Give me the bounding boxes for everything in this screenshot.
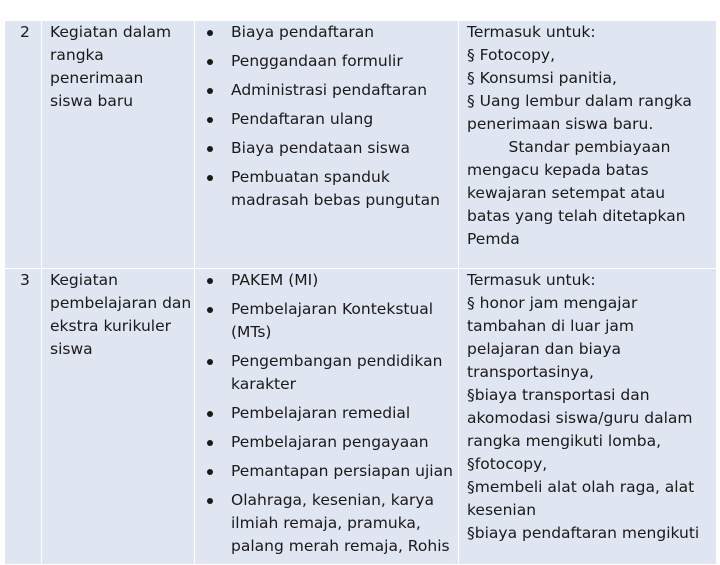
kegiatan-line: siswa xyxy=(50,340,93,358)
bullet-icon xyxy=(207,278,213,284)
keterangan-line: mengacu kepada batas xyxy=(467,161,649,179)
rincian-line: Biaya pendataan siswa xyxy=(231,139,411,157)
keterangan-line: §fotocopy, xyxy=(467,455,548,473)
table-row xyxy=(5,269,717,565)
keterangan-line: batas yang telah ditetapkan xyxy=(467,207,686,225)
rincian-item xyxy=(195,489,458,558)
kegiatan-cell xyxy=(42,269,195,565)
keterangan-line: kewajaran setempat atau xyxy=(467,184,666,202)
bullet-icon xyxy=(207,59,213,65)
row-number-text: 3 xyxy=(20,271,30,289)
rincian-line: Pengembangan pendidikan xyxy=(231,352,443,370)
keterangan-line: rangka mengikuti lomba, xyxy=(467,432,662,450)
keterangan-line: Standar pembiayaan xyxy=(508,138,671,156)
rincian-line: Pembuatan spanduk xyxy=(231,168,390,186)
keterangan-line: §biaya pendaftaran mengikuti xyxy=(467,524,700,542)
rincian-item xyxy=(195,50,458,73)
rincian-line: Biaya pendaftaran xyxy=(231,23,375,41)
keterangan-line: Termasuk untuk: xyxy=(467,23,596,41)
rincian-cell xyxy=(195,21,459,269)
rincian-line: PAKEM (MI) xyxy=(231,271,319,289)
keterangan-line: pelajaran dan biaya xyxy=(467,340,622,358)
rincian-line: karakter xyxy=(231,375,297,393)
bullet-icon xyxy=(207,411,213,417)
rincian-item xyxy=(195,269,458,292)
rincian-item xyxy=(195,137,458,160)
budget-table xyxy=(4,20,717,565)
rincian-line: Olahraga, kesenian, karya xyxy=(231,491,435,509)
rincian-line: ilmiah remaja, pramuka, xyxy=(231,514,421,532)
rincian-item xyxy=(195,21,458,44)
rincian-line: Pemantapan persiapan ujian xyxy=(231,462,453,480)
rincian-line: Pembelajaran pengayaan xyxy=(231,433,429,451)
keterangan-line: § Konsumsi panitia, xyxy=(467,69,617,87)
keterangan-line: akomodasi siswa/guru dalam xyxy=(467,409,693,427)
rincian-item xyxy=(195,431,458,454)
keterangan-line: penerimaan siswa baru. xyxy=(467,115,654,133)
rincian-item xyxy=(195,79,458,102)
rincian-item xyxy=(195,350,458,396)
table-body xyxy=(5,21,717,565)
rincian-line: Pendaftaran ulang xyxy=(231,110,374,128)
rincian-list xyxy=(195,21,458,212)
keterangan-line: § Uang lembur dalam rangka xyxy=(467,92,692,110)
kegiatan-line: rangka penerimaan xyxy=(50,46,144,87)
keterangan-line: kesenian xyxy=(467,501,537,519)
rincian-line: Pembelajaran Kontekstual xyxy=(231,300,434,318)
bullet-icon xyxy=(207,117,213,123)
bullet-icon xyxy=(207,88,213,94)
rincian-item xyxy=(195,166,458,212)
rincian-item xyxy=(195,108,458,131)
kegiatan-line: siswa baru xyxy=(50,92,134,110)
bullet-icon xyxy=(207,498,213,504)
kegiatan-cell xyxy=(42,21,195,269)
kegiatan-line: pembelajaran dan xyxy=(50,294,192,312)
row-number xyxy=(5,269,42,565)
bullet-icon xyxy=(207,146,213,152)
bullet-icon xyxy=(207,469,213,475)
keterangan-line: Pemda xyxy=(467,230,520,248)
bullet-icon xyxy=(207,307,213,313)
table-row xyxy=(5,21,717,269)
keterangan-cell xyxy=(459,21,717,269)
rincian-line: Administrasi pendaftaran xyxy=(231,81,428,99)
rincian-item xyxy=(195,298,458,344)
rincian-line: Penggandaan formulir xyxy=(231,52,403,70)
keterangan-line: §membeli alat olah raga, alat xyxy=(467,478,695,496)
keterangan-cell xyxy=(459,269,717,565)
bullet-icon xyxy=(207,30,213,36)
keterangan-line: transportasinya, xyxy=(467,363,594,381)
rincian-line: madrasah bebas pungutan xyxy=(231,191,440,209)
keterangan-line: Termasuk untuk: xyxy=(467,271,596,289)
kegiatan-line: ekstra kurikuler xyxy=(50,317,172,335)
rincian-cell xyxy=(195,269,459,565)
kegiatan-line: Kegiatan xyxy=(50,271,118,289)
rincian-line: Pembelajaran remedial xyxy=(231,404,411,422)
rincian-line: palang merah remaja, Rohis xyxy=(231,537,450,555)
bullet-icon xyxy=(207,440,213,446)
bullet-icon xyxy=(207,359,213,365)
rincian-item xyxy=(195,402,458,425)
rincian-item xyxy=(195,460,458,483)
keterangan-line: §biaya transportasi dan xyxy=(467,386,650,404)
keterangan-line: § honor jam mengajar xyxy=(467,294,638,312)
rincian-list xyxy=(195,269,458,558)
keterangan-line: tambahan di luar jam xyxy=(467,317,634,335)
keterangan-line: § Fotocopy, xyxy=(467,46,556,64)
row-number-text: 2 xyxy=(20,23,30,41)
row-number xyxy=(5,21,42,269)
kegiatan-line: Kegiatan dalam xyxy=(50,23,172,41)
bullet-icon xyxy=(207,175,213,181)
rincian-line: (MTs) xyxy=(231,323,272,341)
